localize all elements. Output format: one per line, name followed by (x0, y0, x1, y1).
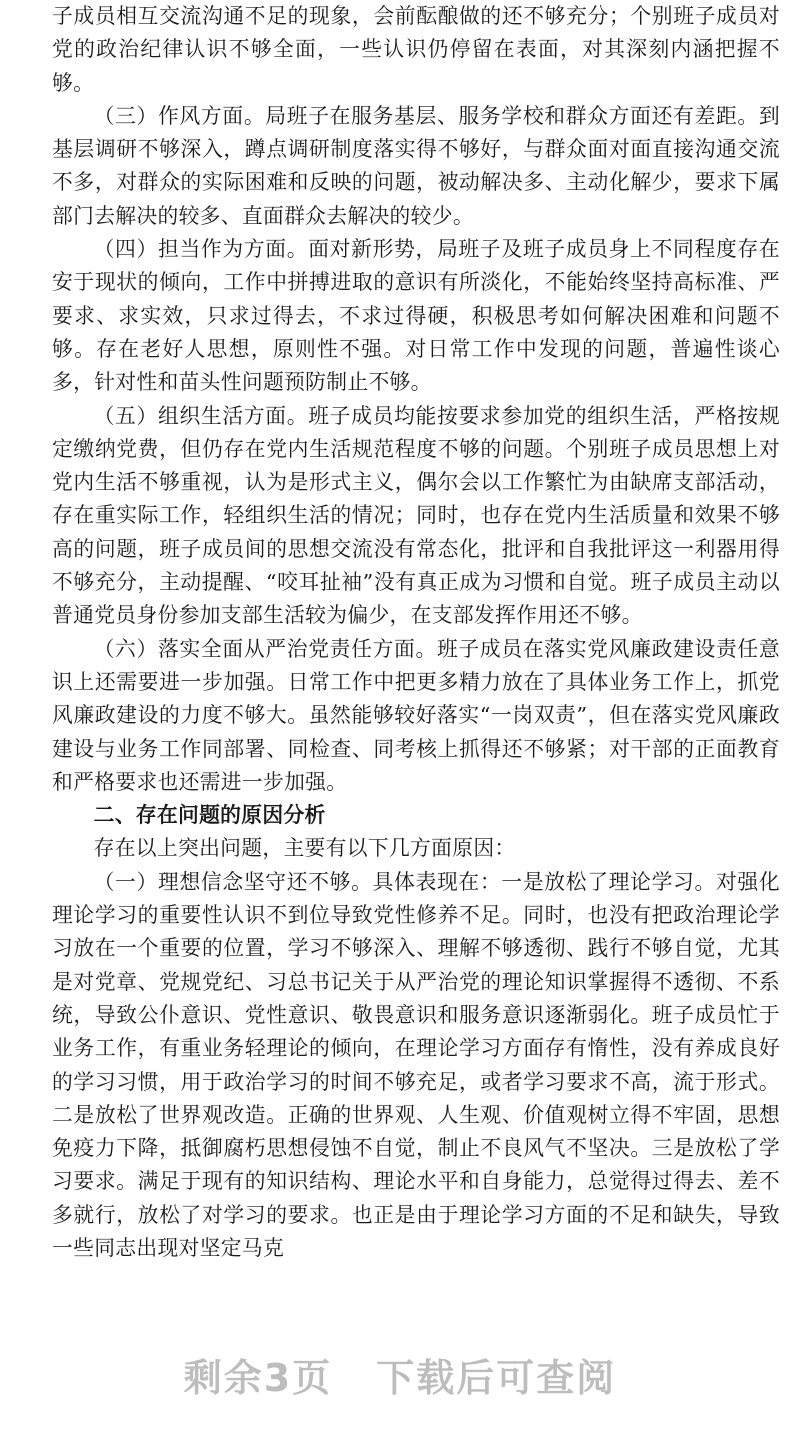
paragraph-section-6: （六）落实全面从严治党责任方面。班子成员在落实党风廉政建设责任意识上还需要进一步加强。日常工作中把更多精力放在了具体业务工作上，抓党风廉政建设的力度不够大。虽然能够较好落实“一岗双责”，但在落实党风廉政建设与业务工作同部署、同检查、同考核上抓得还不够紧；对干部的正面教育和严格要求也还需进一步加强。 (52, 636, 780, 794)
remaining-pages-label: 剩余3页 (183, 1356, 333, 1400)
paragraph-section-3: （三）作风方面。局班子在服务基层、服务学校和群众方面还有差距。到基层调研不够深入，蹲点调研制度落实得不够好，与群众面对面直接沟通交流不多，对群众的实际困难和反映的问题，被动解决多、主动化解少，要求下属部门去解决的较多、直面群众去解决的较少。 (52, 103, 780, 228)
download-prompt[interactable] (0, 1348, 800, 1408)
paragraph-cause-1: （一）理想信念坚守还不够。具体表现在：一是放松了理论学习。对强化理论学习的重要性认识不到位导致党性修养不足。同时，也没有把政治理论学习放在一个重要的位置，学习不够深入、理解不够透彻、践行不够自觉，尤其是对党章、党规党纪、习总书记关于从严治党的理论知识掌握得不透彻、不系统，导致公仆意识、党性意识、敬畏意识和服务意识逐渐弱化。班子成员忙于业务工作，有重业务轻理论的倾向，在理论学习方面存有惰性，没有养成良好的学习习惯，用于政治学习的时间不够充足，或者学习要求不高，流于形式。二是放松了世界观改造。正确的世界观、人生观、价值观树立得不牢固，思想免疫力下降，抵御腐朽思想侵蚀不自觉，制止不良风气不坚决。三是放松了学习要求。满足于现有的知识结构、理论水平和自身能力，总觉得过得去、差不多就行，放松了对学习的要求。也正是由于理论学习方面的不足和缺失，导致一些同志出现对坚定马克 (52, 869, 780, 1260)
download-to-view-label: 下载后可查阅 (376, 1356, 617, 1400)
paragraph-section-4: （四）担当作为方面。面对新形势，局班子及班子成员身上不同程度存在安于现状的倾向，工作中拼搏进取的意识有所淡化，不能始终坚持高标准、严要求、求实效，只求过得去，不求过得硬，积极思考如何解决困难和问题不够。存在老好人思想，原则性不强。对日常工作中发现的问题，普遍性谈心多，针对性和苗头性问题预防制止不够。 (52, 237, 780, 395)
paragraph-continued: 子成员相互交流沟通不足的现象，会前酝酿做的还不够充分；个别班子成员对党的政治纪律认识不够全面，一些认识仍停留在表面，对其深刻内涵把握不够。 (52, 4, 780, 95)
section-heading: 二、存在问题的原因分析 (93, 803, 326, 828)
paragraph-intro: 存在以上突出问题，主要有以下几方面原因： (93, 836, 516, 861)
document-body (52, 0, 780, 1265)
paragraph-section-5: （五）组织生活方面。班子成员均能按要求参加党的组织生活，严格按规定缴纳党费，但仍存在党内生活规范程度不够的问题。个别班子成员思想上对党内生活不够重视，认为是形式主义，偶尔会以工作繁忙为由缺席支部活动，存在重实际工作，轻组织生活的情况；同时，也存在党内生活质量和效果不够高的问题，班子成员间的思想交流没有常态化，批评和自我批评这一利器用得不够充分，主动提醒、“咬耳扯袖”没有真正成为习惯和自觉。班子成员主动以普通党员身份参加支部生活较为偏少，在支部发挥作用还不够。 (52, 403, 780, 628)
